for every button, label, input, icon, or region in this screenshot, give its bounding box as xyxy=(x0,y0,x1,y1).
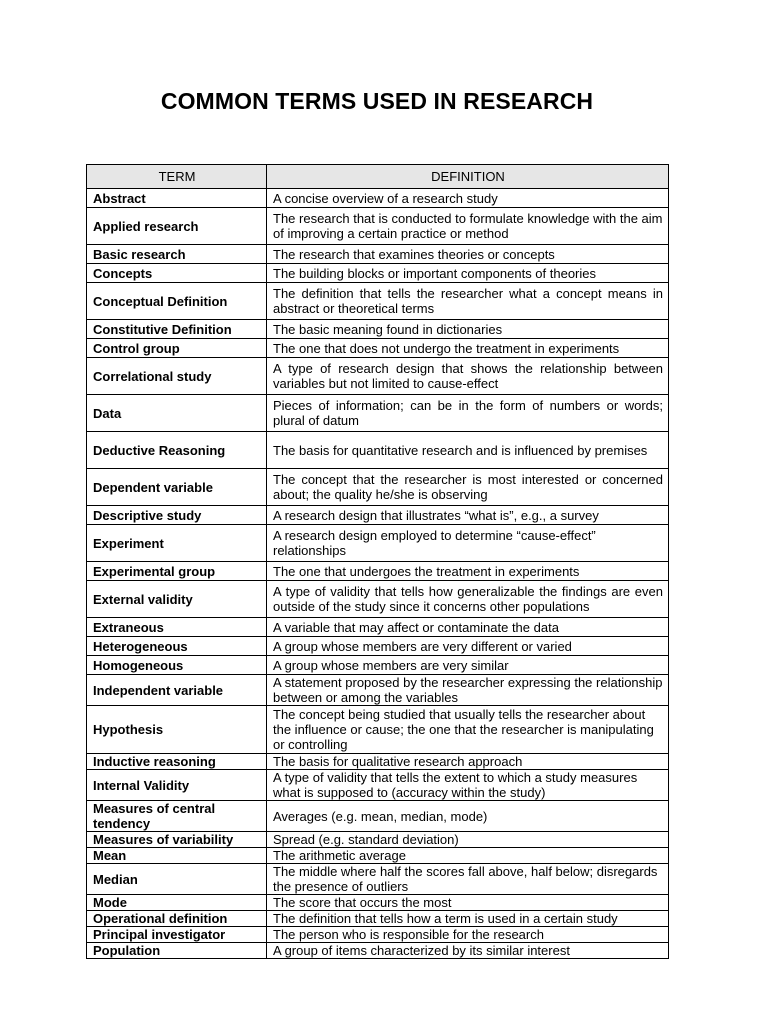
definition-cell: Averages (e.g. mean, median, mode) xyxy=(267,801,669,832)
term-cell: Experimental group xyxy=(87,562,267,581)
term-cell: Correlational study xyxy=(87,358,267,395)
table-row xyxy=(87,656,669,675)
table-row xyxy=(87,943,669,959)
definition-cell: The concept being studied that usually tells the researcher about the influence or cause; the one that the researcher is manipulating or controlling xyxy=(267,706,669,754)
term-cell: Extraneous xyxy=(87,618,267,637)
term-column-header: TERM xyxy=(87,165,267,189)
term-cell: Mode xyxy=(87,895,267,911)
definition-cell: A type of validity that tells the extent to which a study measures what is supposed to (accuracy within the study) xyxy=(267,770,669,801)
term-cell: Constitutive Definition xyxy=(87,320,267,339)
term-cell: Hypothesis xyxy=(87,706,267,754)
table-row xyxy=(87,245,669,264)
table-row xyxy=(87,525,669,562)
definition-cell: The one that does not undergo the treatment in experiments xyxy=(267,339,669,358)
page-title: COMMON TERMS USED IN RESEARCH xyxy=(160,88,594,114)
term-cell: Operational definition xyxy=(87,911,267,927)
definition-cell: The middle where half the scores fall above, half below; disregards the presence of outliers xyxy=(267,864,669,895)
term-cell: Applied research xyxy=(87,208,267,245)
term-cell: Homogeneous xyxy=(87,656,267,675)
term-cell: Measures of central tendency xyxy=(87,801,267,832)
table-row xyxy=(87,320,669,339)
definition-cell: A statement proposed by the researcher expressing the relationship between or among the variables xyxy=(267,675,669,706)
terms-table xyxy=(86,164,669,959)
table-row xyxy=(87,770,669,801)
term-cell: Population xyxy=(87,943,267,959)
table-row xyxy=(87,895,669,911)
definition-cell: The person who is responsible for the research xyxy=(267,927,669,943)
table-row xyxy=(87,637,669,656)
table-header-row xyxy=(87,165,669,189)
term-cell: External validity xyxy=(87,581,267,618)
table-row xyxy=(87,801,669,832)
definition-cell: A group of items characterized by its similar interest xyxy=(267,943,669,959)
definition-cell: The concept that the researcher is most interested or concerned about; the quality he/she is observing xyxy=(267,469,669,506)
definition-cell: A type of research design that shows the relationship between variables but not limited to cause-effect xyxy=(267,358,669,395)
definition-cell: A type of validity that tells how generalizable the findings are even outside of the study since it concerns other populations xyxy=(267,581,669,618)
term-cell: Abstract xyxy=(87,189,267,208)
table-row xyxy=(87,754,669,770)
table-row xyxy=(87,832,669,848)
definition-cell: The research that examines theories or concepts xyxy=(267,245,669,264)
term-cell: Internal Validity xyxy=(87,770,267,801)
table-row xyxy=(87,432,669,469)
term-cell: Median xyxy=(87,864,267,895)
definition-column-header: DEFINITION xyxy=(267,165,669,189)
definition-cell: The building blocks or important components of theories xyxy=(267,264,669,283)
definition-cell: The arithmetic average xyxy=(267,848,669,864)
table-row xyxy=(87,264,669,283)
table-row xyxy=(87,581,669,618)
table-row xyxy=(87,618,669,637)
term-cell: Heterogeneous xyxy=(87,637,267,656)
table-row xyxy=(87,675,669,706)
definition-cell: The research that is conducted to formulate knowledge with the aim of improving a certain practice or method xyxy=(267,208,669,245)
term-cell: Principal investigator xyxy=(87,927,267,943)
table-row xyxy=(87,189,669,208)
definition-cell: A variable that may affect or contaminate the data xyxy=(267,618,669,637)
term-cell: Inductive reasoning xyxy=(87,754,267,770)
definition-cell: A research design that illustrates “what is”, e.g., a survey xyxy=(267,506,669,525)
definition-cell: The basic meaning found in dictionaries xyxy=(267,320,669,339)
definition-cell: The one that undergoes the treatment in experiments xyxy=(267,562,669,581)
definition-cell: The definition that tells how a term is used in a certain study xyxy=(267,911,669,927)
table-row xyxy=(87,208,669,245)
table-row xyxy=(87,562,669,581)
table-row xyxy=(87,848,669,864)
table-row xyxy=(87,927,669,943)
definition-cell: The score that occurs the most xyxy=(267,895,669,911)
definition-cell: Spread (e.g. standard deviation) xyxy=(267,832,669,848)
table-row xyxy=(87,864,669,895)
definition-cell: A group whose members are very different or varied xyxy=(267,637,669,656)
table-row xyxy=(87,911,669,927)
term-cell: Dependent variable xyxy=(87,469,267,506)
term-cell: Control group xyxy=(87,339,267,358)
definition-cell: A group whose members are very similar xyxy=(267,656,669,675)
term-cell: Experiment xyxy=(87,525,267,562)
table-row xyxy=(87,283,669,320)
table-row xyxy=(87,395,669,432)
term-cell: Conceptual Definition xyxy=(87,283,267,320)
term-cell: Measures of variability xyxy=(87,832,267,848)
definition-cell: The basis for qualitative research approach xyxy=(267,754,669,770)
term-cell: Concepts xyxy=(87,264,267,283)
term-cell: Deductive Reasoning xyxy=(87,432,267,469)
table-row xyxy=(87,706,669,754)
definition-cell: The definition that tells the researcher what a concept means in abstract or theoretical terms xyxy=(267,283,669,320)
term-cell: Descriptive study xyxy=(87,506,267,525)
definition-cell: A concise overview of a research study xyxy=(267,189,669,208)
table-row xyxy=(87,506,669,525)
term-cell: Basic research xyxy=(87,245,267,264)
term-cell: Mean xyxy=(87,848,267,864)
term-cell: Data xyxy=(87,395,267,432)
term-cell: Independent variable xyxy=(87,675,267,706)
definition-cell: The basis for quantitative research and is influenced by premises xyxy=(267,432,669,469)
table-row xyxy=(87,339,669,358)
table-row xyxy=(87,358,669,395)
table-row xyxy=(87,469,669,506)
definition-cell: Pieces of information; can be in the form of numbers or words; plural of datum xyxy=(267,395,669,432)
definition-cell: A research design employed to determine “cause-effect” relationships xyxy=(267,525,669,562)
